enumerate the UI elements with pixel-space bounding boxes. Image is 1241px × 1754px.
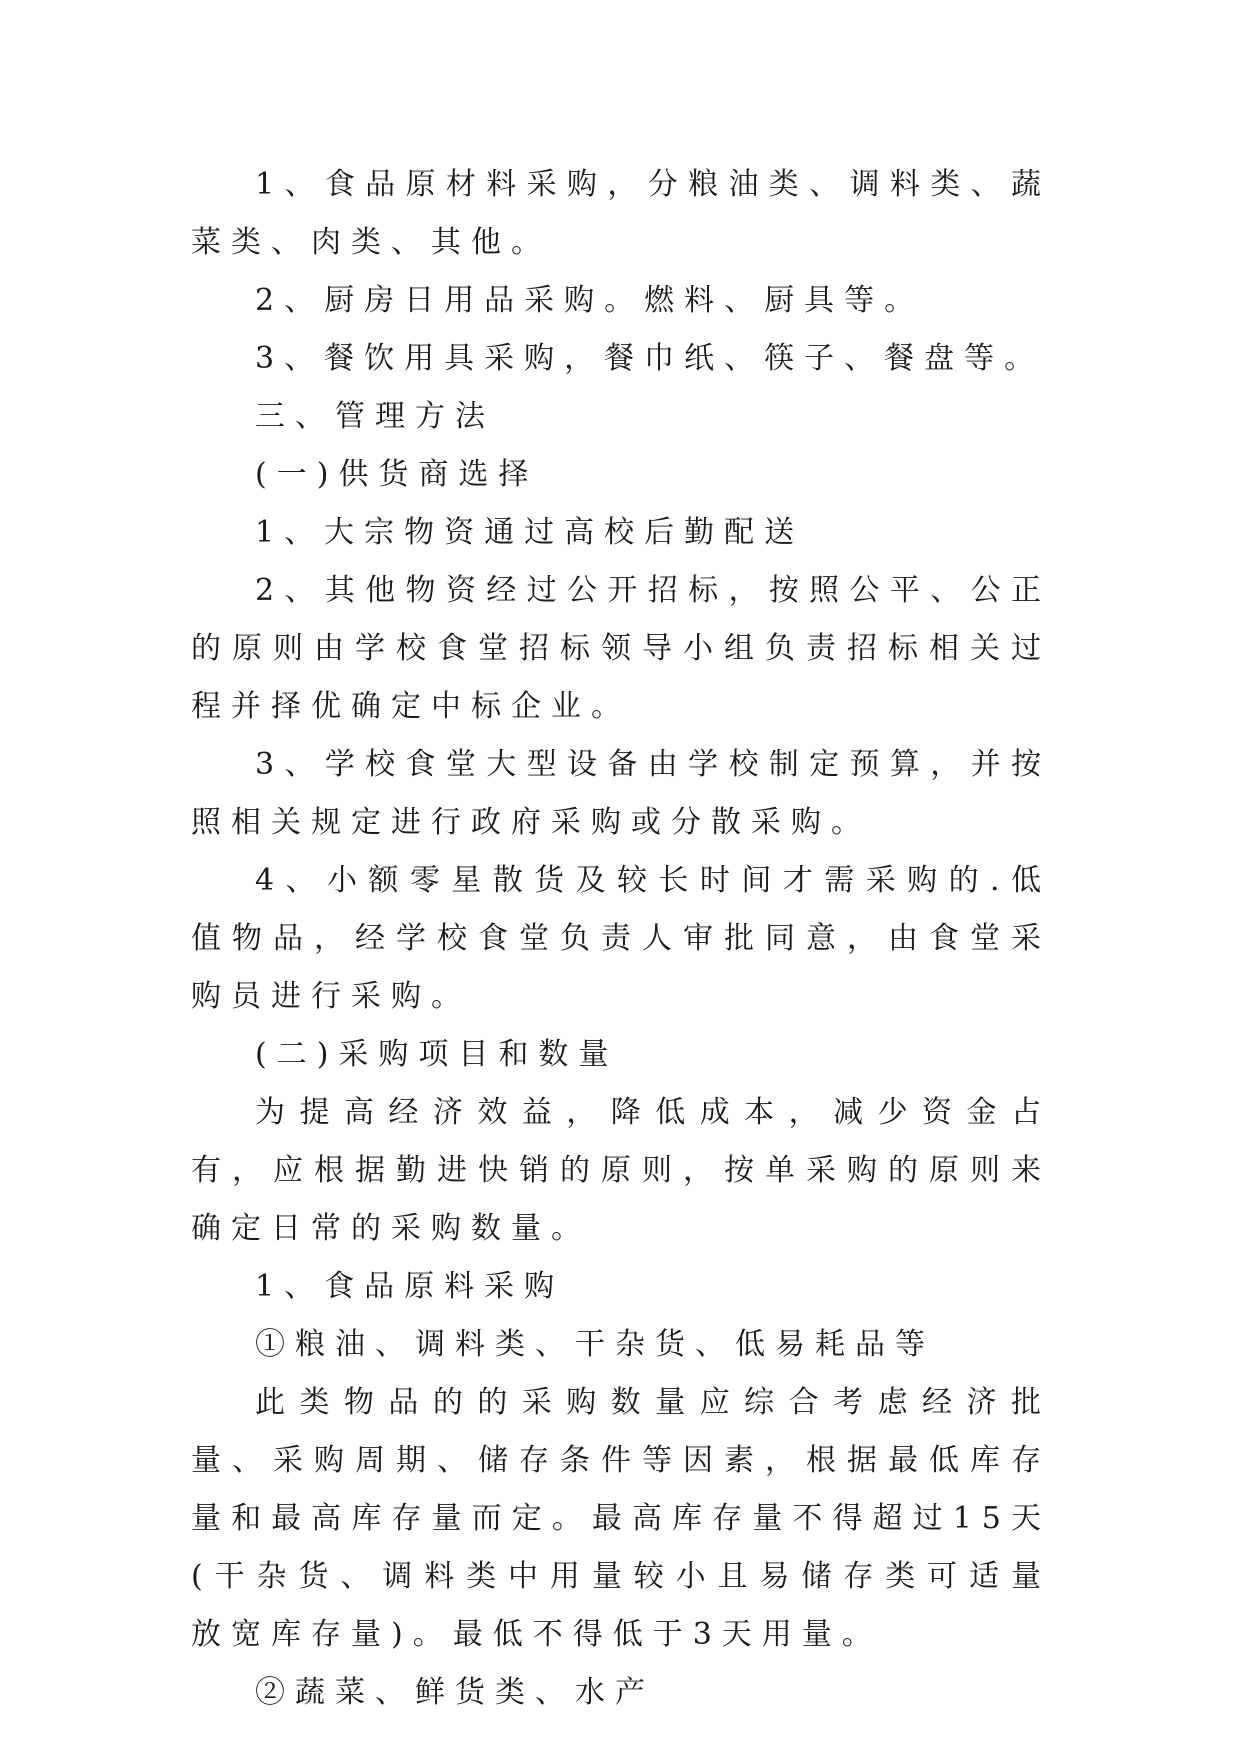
- paragraph-supplier-2: 2、其他物资经过公开招标，按照公平、公正的原则由学校食堂招标领导小组负责招标相关过程并择优确定中标企业。: [191, 573, 1051, 724]
- paragraph-item-1: 1、食品原材料采购，分粮油类、调料类、蔬菜类、肉类、其他。: [191, 167, 1051, 260]
- paragraph-item-2: 2、厨房日用品采购。燃料、厨具等。: [255, 283, 925, 318]
- document-body: [191, 156, 1051, 1722]
- subsection-heading-items: (二)采购项目和数量: [255, 1037, 619, 1072]
- paragraph-supplier-4: 4、小额零星散货及较长时间才需采购的.低值物品，经学校食堂负责人审批同意，由食堂采购员进行采购。: [191, 863, 1051, 1014]
- paragraph-vegetables: ②蔬菜、鲜货类、水产: [255, 1675, 655, 1710]
- paragraph-body-inventory: 此类物品的的采购数量应综合考虑经济批量、采购周期、储存条件等因素，根据最低库存量和最高库存量而定。最高库存量不得超过15天(干杂货、调料类中用量较小且易储存类可适量放宽库存量)。最低不得低于3天用量。: [191, 1385, 1051, 1652]
- paragraph-grain-oil: ①粮油、调料类、干杂货、低易耗品等: [255, 1327, 935, 1362]
- paragraph-supplier-3: 3、学校食堂大型设备由学校制定预算，并按照相关规定进行政府采购或分散采购。: [191, 747, 1051, 840]
- paragraph-supplier-1: 1、大宗物资通过高校后勤配送: [255, 515, 805, 550]
- paragraph-item-3: 3、餐饮用具采购，餐巾纸、筷子、餐盘等。: [255, 341, 1045, 376]
- paragraph-food-material: 1、食品原料采购: [255, 1269, 565, 1304]
- subsection-heading-supplier: (一)供货商选择: [255, 457, 539, 492]
- paragraph-body-principle: 为提高经济效益，降低成本，减少资金占有，应根据勤进快销的原则，按单采购的原则来确定日常的采购数量。: [191, 1095, 1051, 1246]
- section-heading: 三、管理方法: [255, 399, 495, 434]
